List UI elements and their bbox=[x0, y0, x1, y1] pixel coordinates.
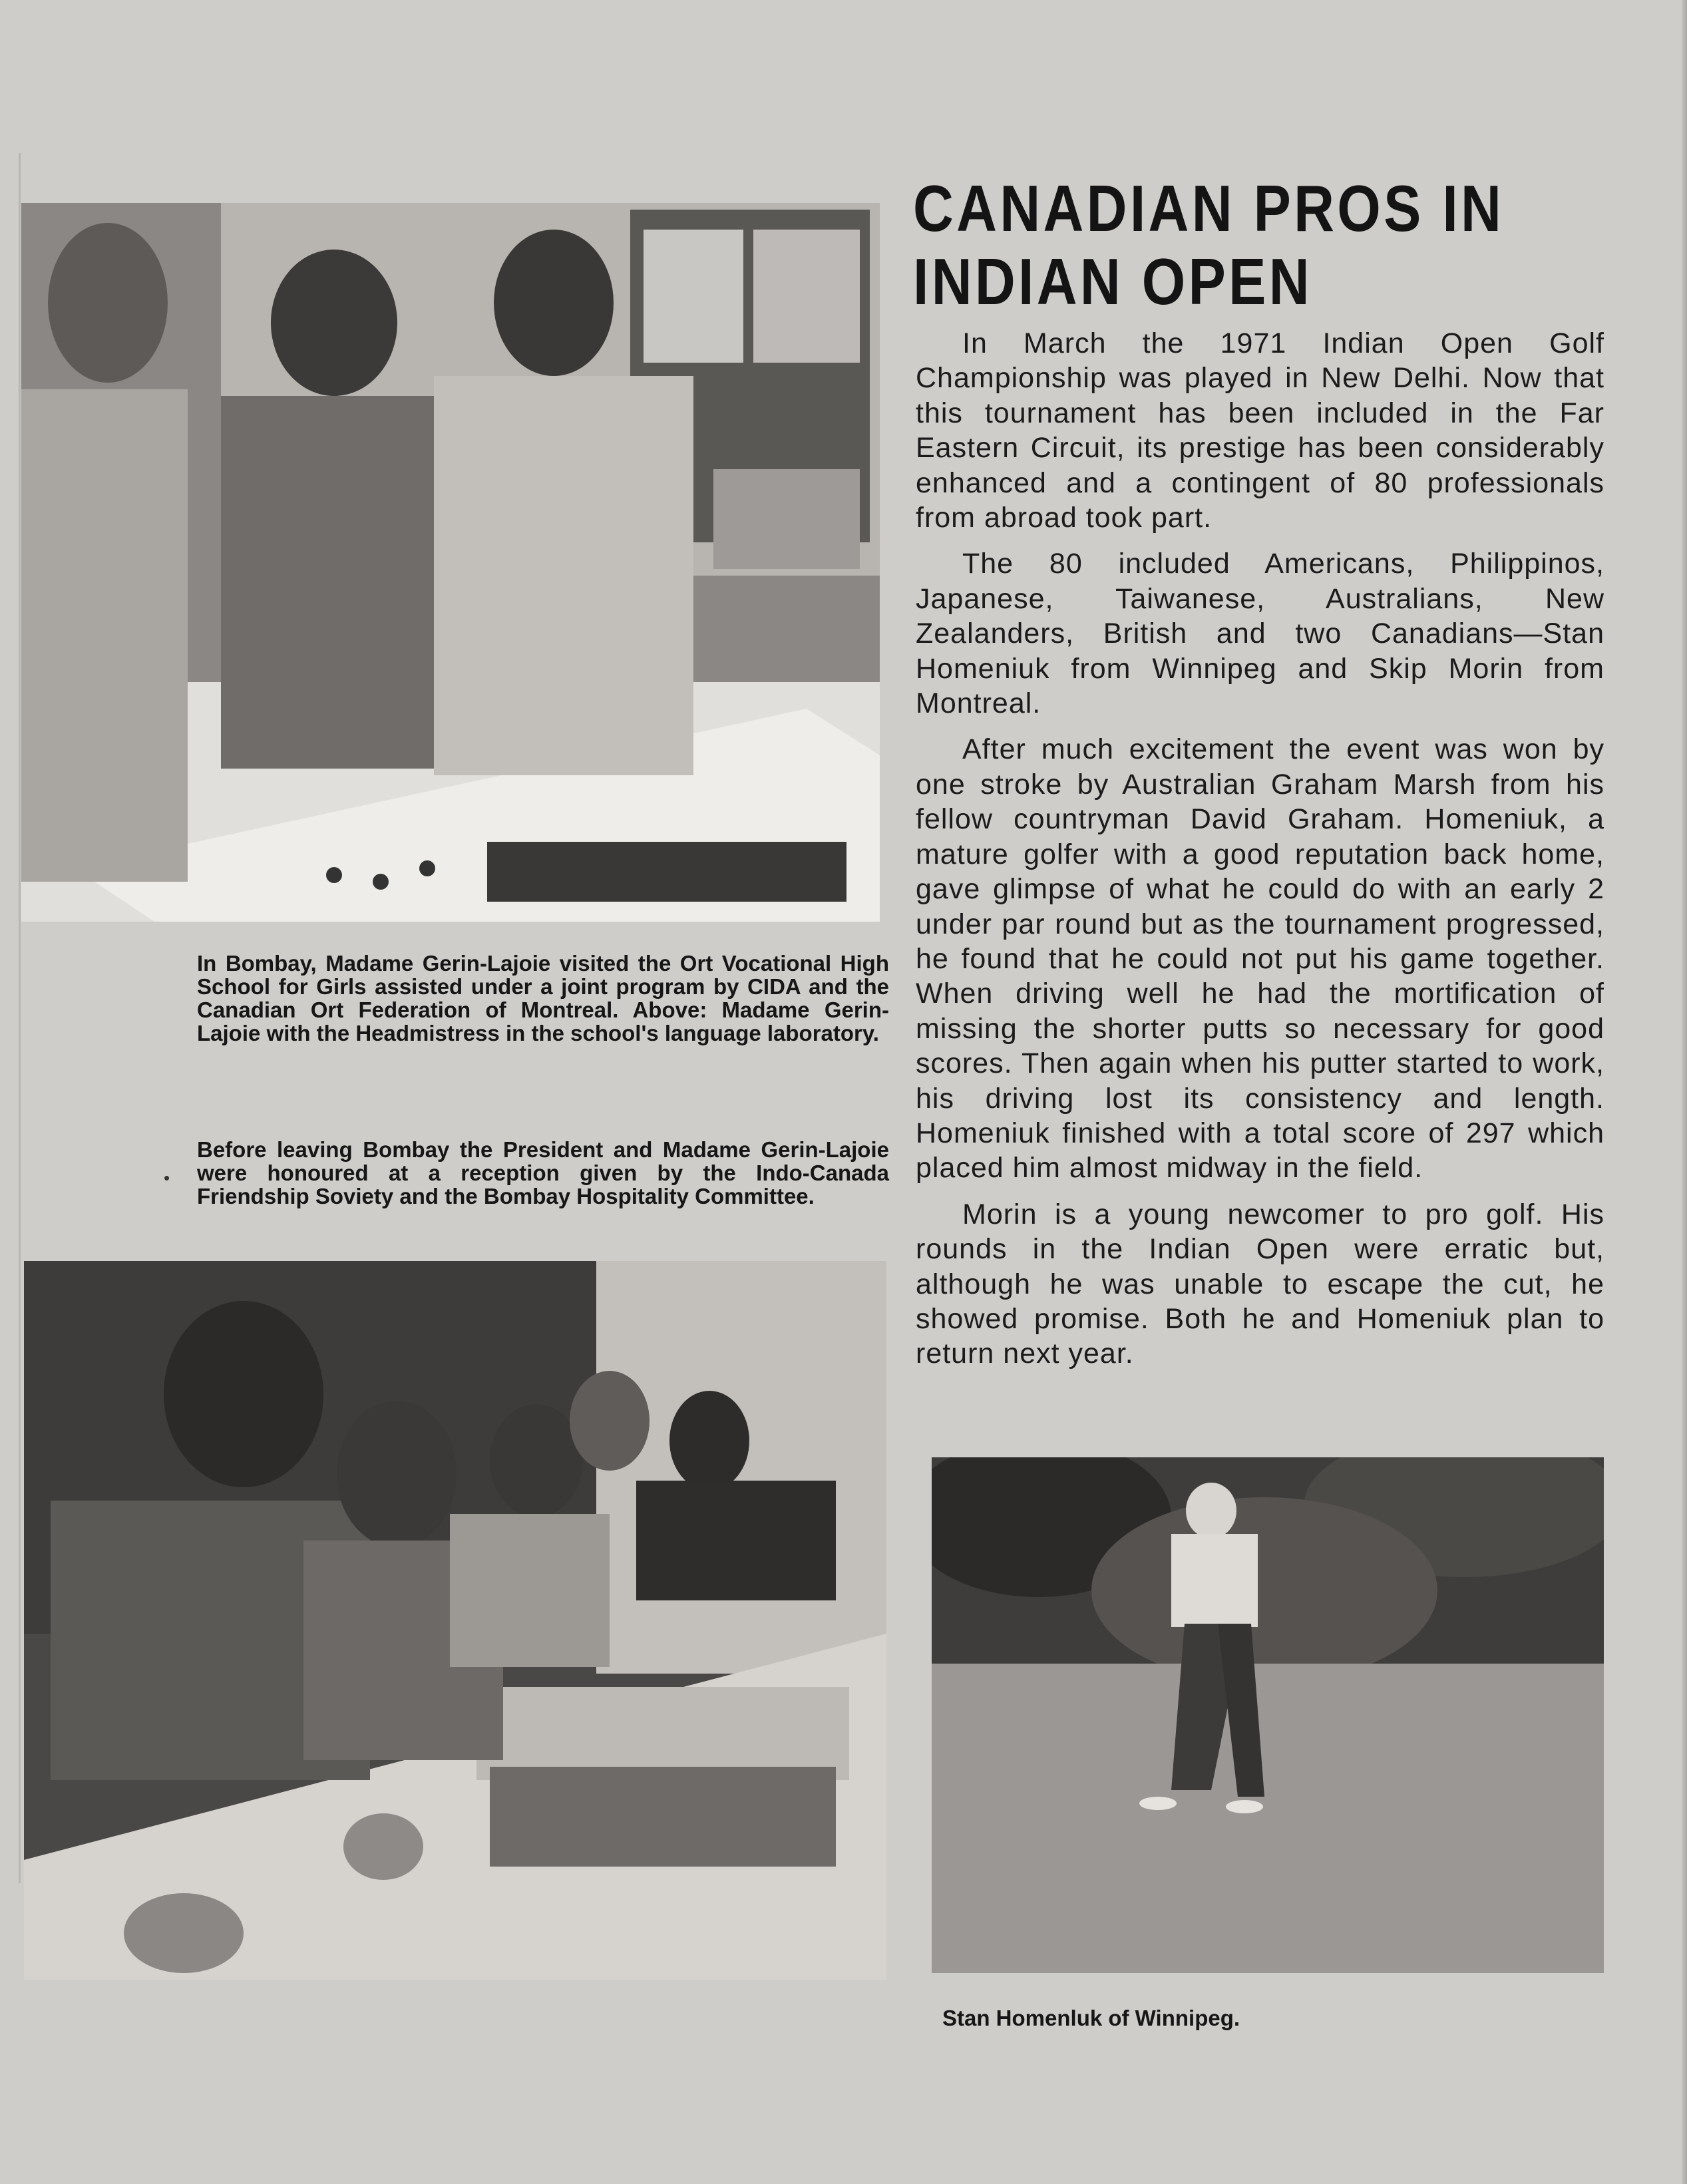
language-lab-photo bbox=[21, 203, 880, 922]
article-headline: CANADIAN PROS IN INDIAN OPEN bbox=[913, 172, 1505, 318]
page-binding-edge bbox=[19, 153, 21, 1883]
article-paragraph: Morin is a young newcomer to pro golf. His rounds in the Indian Open were erratic but, although he was unable to escape the cut, he showed promise. Both he and Homeniuk plan to return next year. bbox=[916, 1198, 1604, 1370]
language-lab-caption: In Bombay, Madame Gerin-Lajoie visited the Ort Vocational High School for Girls assisted under a joint program by CIDA and the Canadian Ort Federation of Montreal. Above: Madame Gerin-Lajoie with the Headmistress in the school's language laboratory. bbox=[197, 951, 889, 1045]
article-paragraph: After much excitement the event was won by one stroke by Australian Graham Marsh from his fellow countryman David Graham. Homeniuk, a mature golfer with a good reputation back home, gave glimpse of what he could do with an early 2 under par round but as the tournament progressed, he found that he could not put his game together. When driving well he had the mortification of missing the shorter putts so necessary for good scores. Then again when his putter started to work, his driving lost its consistency and length. Homeniuk finished with a total score of 297 which placed him almost midway in the field. bbox=[916, 733, 1604, 1184]
page-right-edge bbox=[1682, 0, 1687, 2184]
golfer-caption: Stan Homenluk of Winnipeg. bbox=[942, 2006, 1240, 2030]
article-paragraph: In March the 1971 Indian Open Golf Championship was played in New Delhi. Now that this tournament has been included in the Far Eastern Circuit, its prestige has been considerably enhanced and a contingent of 80 professionals from abroad took part. bbox=[916, 327, 1604, 534]
reception-photo bbox=[24, 1261, 886, 1980]
caption-bullet: • bbox=[164, 1168, 170, 1188]
article-paragraph: The 80 included Americans, Philippinos, Japanese, Taiwanese, Australians, New Zealanders, British and two Canadians—Stan Homeniuk from Winnipeg and Skip Morin from Montreal. bbox=[916, 548, 1604, 720]
golfer-photo bbox=[932, 1457, 1604, 1973]
article-body bbox=[916, 326, 1604, 1383]
reception-caption: Before leaving Bombay the President and Madame Gerin-Lajoie were honoured at a reception given by the Indo-Canada Friendship Soviety and the Bombay Hospitality Committee. bbox=[197, 1137, 889, 1208]
